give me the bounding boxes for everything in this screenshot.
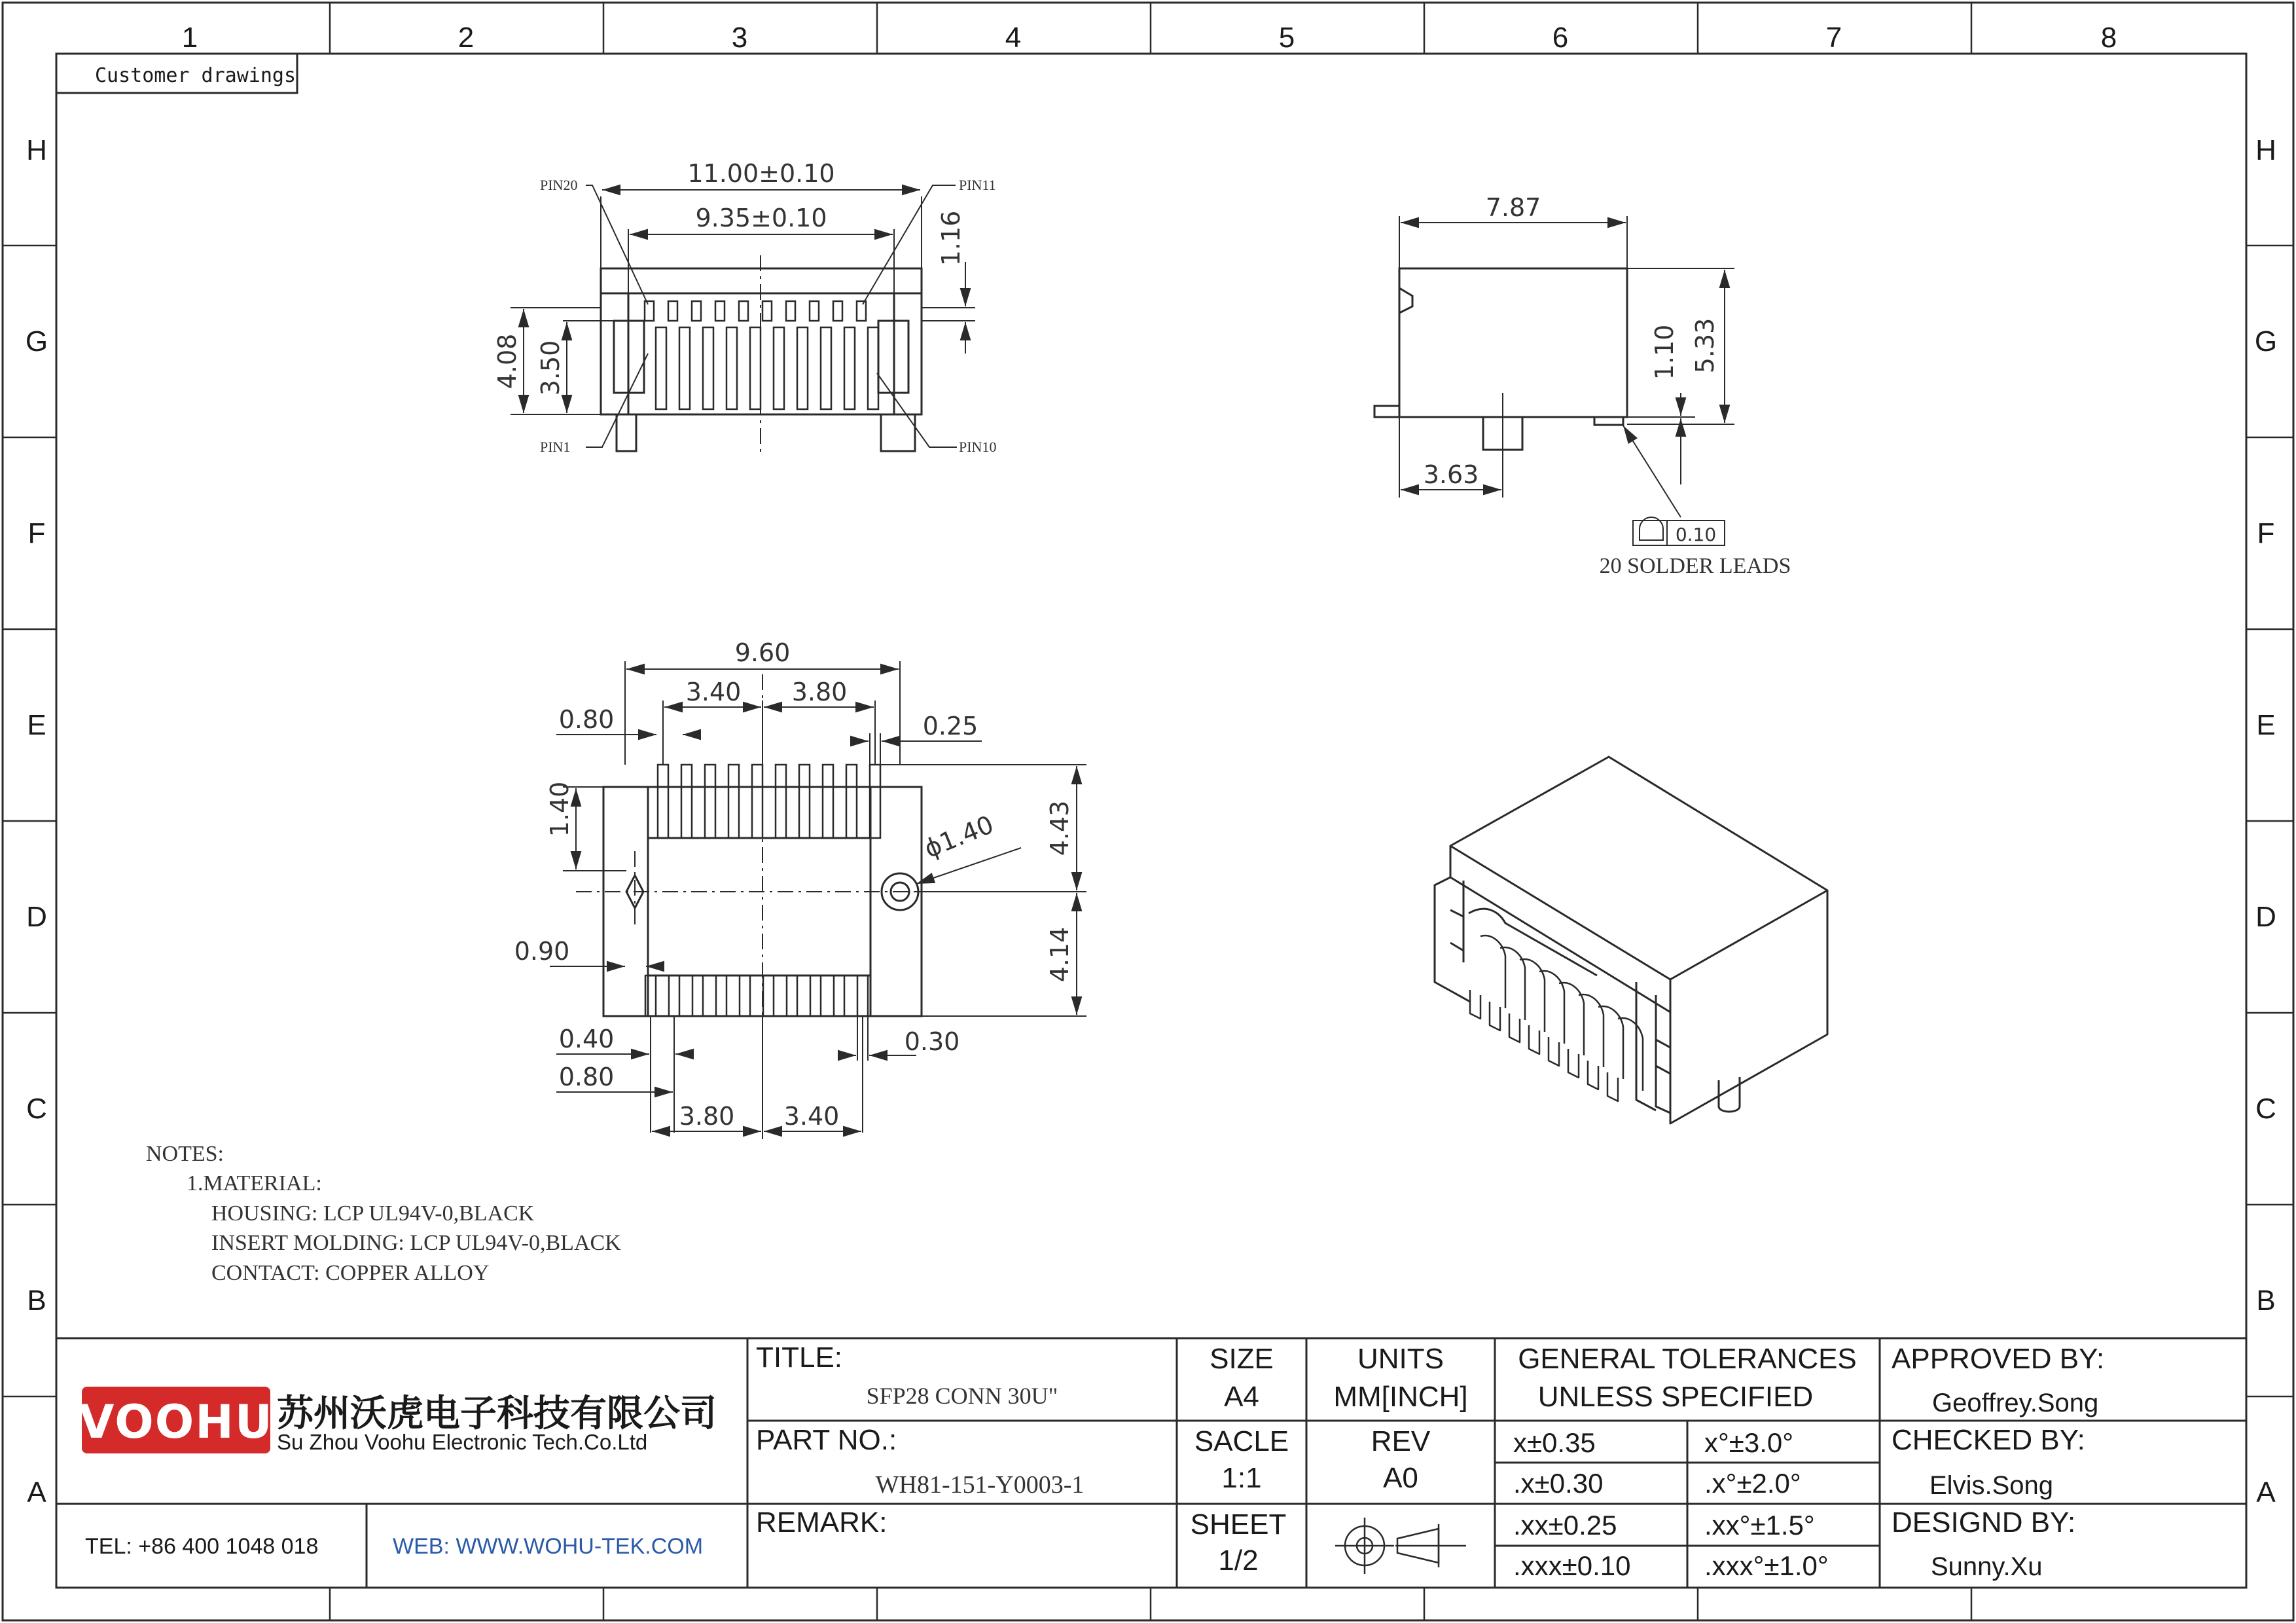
- tol-linear-0: x±0.35: [1513, 1427, 1596, 1458]
- fp-dim-0-30: 0.30: [904, 1027, 960, 1056]
- label-pin1: PIN1: [540, 439, 571, 455]
- row-label-A: A: [27, 1476, 46, 1508]
- top-dim-1-16: 1.16: [937, 210, 965, 266]
- sheet-label: SHEET: [1190, 1508, 1287, 1541]
- customer-drawings-tag: [56, 54, 297, 93]
- third-angle-projection-icon: [1335, 1518, 1466, 1574]
- isometric-view: [1435, 757, 1827, 1123]
- rev-label: REV: [1371, 1425, 1431, 1457]
- row-label-A-right: A: [2256, 1476, 2276, 1508]
- sheet-value: 1/2: [1218, 1544, 1259, 1577]
- tol-header-2: UNLESS SPECIFIED: [1537, 1381, 1814, 1413]
- grid-column-ticks: [3, 3, 2293, 1620]
- fp-dim-0-90: 0.90: [514, 937, 570, 966]
- top-dim-9-35: 9.35±0.10: [695, 204, 827, 232]
- tol-angular-1: .x°±2.0°: [1704, 1468, 1801, 1499]
- fp-dim-0-40: 0.40: [558, 1025, 615, 1053]
- remark-label: REMARK:: [756, 1506, 888, 1539]
- row-label-G: G: [25, 325, 48, 357]
- col-label-7: 7: [1825, 22, 1842, 54]
- side-dim-1-10: 1.10: [1650, 324, 1679, 380]
- top-dim-3-50: 3.50: [536, 340, 565, 396]
- row-label-E: E: [27, 709, 46, 741]
- top-view: [493, 159, 996, 455]
- logo-text: VOOHU: [79, 1395, 274, 1449]
- fp-dim-3-40-top: 3.40: [685, 678, 742, 706]
- col-label-1: 1: [181, 22, 198, 54]
- col-label-5: 5: [1278, 22, 1295, 54]
- row-label-F-right: F: [2257, 517, 2275, 549]
- row-label-B-right: B: [2256, 1285, 2276, 1317]
- col-label-3: 3: [731, 22, 748, 54]
- label-pin11: PIN11: [959, 177, 996, 193]
- side-flatness-tol: 0.10: [1675, 524, 1717, 545]
- company-web: WEB: WWW.WOHU-TEK.COM: [393, 1534, 704, 1559]
- sheet-frame: [3, 3, 2293, 1620]
- notes-material: 1.MATERIAL:: [187, 1171, 322, 1195]
- fp-dim-0-80-bottom: 0.80: [558, 1063, 615, 1091]
- part-label: PART NO.:: [756, 1424, 897, 1456]
- part-value: WH81-151-Y0003-1: [875, 1471, 1085, 1499]
- grid-column-labels: [182, 22, 2117, 54]
- footprint-pads-top: [658, 765, 880, 838]
- title-block: [56, 1338, 2246, 1588]
- tol-angular-0: x°±3.0°: [1704, 1427, 1794, 1458]
- checked-label: CHECKED BY:: [1892, 1424, 2085, 1456]
- notes-title: NOTES:: [146, 1142, 224, 1166]
- side-dim-3-63: 3.63: [1423, 460, 1479, 489]
- top-dim-4-08: 4.08: [493, 333, 522, 390]
- tol-angular-2: .xx°±1.5°: [1704, 1510, 1815, 1541]
- company-logo: [79, 1387, 273, 1453]
- notes-housing: HOUSING: LCP UL94V-0,BLACK: [211, 1201, 535, 1226]
- col-label-2: 2: [457, 22, 475, 54]
- label-pin10: PIN10: [959, 439, 997, 455]
- company-name-en: Su Zhou Voohu Electronic Tech.Co.Ltd: [277, 1430, 648, 1454]
- side-solder-leads-note: 20 SOLDER LEADS: [1599, 554, 1791, 578]
- side-dim-5-33: 5.33: [1691, 318, 1719, 374]
- fp-dim-phi-1-40: ϕ1.40: [920, 810, 998, 864]
- fp-dim-3-80-top: 3.80: [791, 678, 848, 706]
- scale-value: 1:1: [1221, 1462, 1262, 1494]
- design-value: Sunny.Xu: [1931, 1552, 2043, 1581]
- tol-linear-3: .xxx±0.10: [1513, 1550, 1631, 1581]
- tol-header-1: GENERAL TOLERANCES: [1518, 1343, 1857, 1375]
- scale-label: SACLE: [1194, 1425, 1289, 1457]
- row-label-H: H: [26, 134, 47, 166]
- row-label-D: D: [26, 901, 47, 933]
- top-dim-11-00: 11.00±0.10: [687, 159, 835, 188]
- units-label: UNITS: [1357, 1343, 1444, 1375]
- customer-drawings-label: Customer drawings: [95, 64, 296, 87]
- col-label-4: 4: [1005, 22, 1022, 54]
- approved-value: Geoffrey.Song: [1932, 1389, 2099, 1417]
- fp-dim-3-40-bottom: 3.40: [783, 1102, 840, 1131]
- fp-dim-0-80-top: 0.80: [558, 705, 615, 734]
- tol-linear-2: .xx±0.25: [1513, 1510, 1617, 1541]
- rev-value: A0: [1383, 1462, 1418, 1494]
- fp-dim-4-14: 4.14: [1045, 926, 1074, 983]
- fp-dim-9-60: 9.60: [734, 638, 791, 667]
- tol-angular-3: .xxx°±1.0°: [1704, 1550, 1829, 1581]
- col-label-6: 6: [1552, 22, 1569, 54]
- col-label-8: 8: [2100, 22, 2117, 54]
- tol-linear-1: .x±0.30: [1513, 1468, 1604, 1499]
- footprint-view: [514, 638, 1086, 1139]
- top-view-pins-upper: [645, 301, 866, 321]
- fp-dim-0-25: 0.25: [922, 712, 978, 740]
- notes-block: [146, 1142, 621, 1285]
- size-value: A4: [1224, 1381, 1259, 1413]
- row-label-B: B: [27, 1285, 46, 1317]
- footprint-pads-bottom: [645, 976, 868, 1016]
- company-name-cn: 苏州沃虎电子科技有限公司: [277, 1393, 717, 1435]
- side-view: [1374, 193, 1791, 578]
- fp-dim-1-40: 1.40: [545, 781, 574, 837]
- side-dim-7-87: 7.87: [1485, 193, 1541, 222]
- row-label-C: C: [26, 1093, 47, 1125]
- row-label-C-right: C: [2255, 1093, 2276, 1125]
- checked-value: Elvis.Song: [1929, 1471, 2053, 1500]
- company-tel: TEL: +86 400 1048 018: [85, 1534, 319, 1559]
- design-label: DESIGND BY:: [1892, 1506, 2076, 1539]
- fp-dim-4-43: 4.43: [1045, 800, 1074, 856]
- label-pin20: PIN20: [540, 177, 578, 193]
- title-label: TITLE:: [756, 1341, 843, 1374]
- title-value: SFP28 CONN 30U": [866, 1383, 1058, 1409]
- row-label-H-right: H: [2255, 134, 2276, 166]
- units-value: MM[INCH]: [1333, 1381, 1468, 1413]
- row-label-G-right: G: [2254, 325, 2278, 357]
- row-label-F: F: [27, 517, 46, 549]
- approved-label: APPROVED BY:: [1892, 1343, 2105, 1375]
- row-label-D-right: D: [2255, 901, 2276, 933]
- fp-dim-3-80-bottom: 3.80: [679, 1102, 735, 1131]
- top-view-pins-lower: [656, 327, 878, 409]
- size-label: SIZE: [1210, 1343, 1274, 1375]
- row-label-E-right: E: [2256, 709, 2276, 741]
- notes-insert: INSERT MOLDING: LCP UL94V-0,BLACK: [211, 1231, 621, 1255]
- notes-contact: CONTACT: COPPER ALLOY: [211, 1261, 490, 1285]
